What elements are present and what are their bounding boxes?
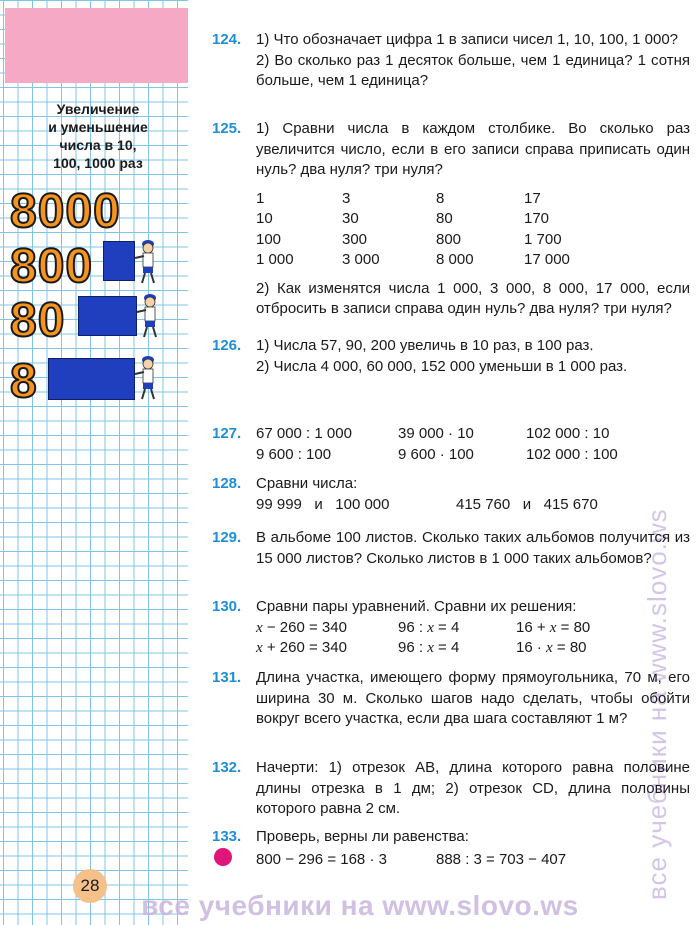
exercise-text: Сравни числа: [256,475,358,492]
table-cell: 3 [342,189,351,207]
number-80: 80 [10,294,66,347]
exercise-126 [212,336,690,377]
exercise-number: 125. [212,120,242,137]
exercise-124 [212,30,690,92]
page-number: 28 [73,869,107,903]
expression: 102 000 : 10 [526,425,610,442]
equality: 800 − 296 = 168 · 3 [256,850,387,868]
boy-pushing-icon [136,292,162,338]
expression: 9 600 · 100 [398,445,474,463]
number-8: 8 [10,355,38,408]
equality-list [256,850,690,871]
table-cell: 8 000 [436,251,474,268]
exercise-text: Сравни пары уравнений. Сравни их решения: [256,598,577,615]
table-cell: 170 [524,210,550,227]
table-cell: 80 [436,210,453,227]
compare-pair: 99 999 и 100 000 [256,495,390,513]
table-cell: 1 [256,189,265,207]
exercise-text: Проверь, верны ли равенства: [256,828,469,845]
exercise-number: 131. [212,669,242,686]
exercise-number: 132. [212,759,242,776]
exercise-text: 2) Числа 4 000, 60 000, 152 000 уменьши в 1 000 раз. [256,357,628,375]
equation: 16 · x = 80 [516,639,587,656]
bottom-watermark: все учебники на www.slovo.ws [141,890,579,921]
exercise-text: Длина участка, имеющего форму прямоугольника, 70 м, его ширина 30 м. Сколько шагов надо сделать, чтобы обойти вокруг всего участка, если два шага составляют 1 м? [256,669,690,727]
equation: 96 : x = 4 [398,618,460,636]
exercise-text: 2) Как изменятся числа 1 000, 3 000, 8 000, 17 000, если отбросить в записи справа один нуль? два нуля? три нуля? [256,279,690,317]
exercise-number: 124. [212,31,242,48]
exercise-127 [212,424,690,465]
exercise-number: 127. [212,425,242,442]
equation: x + 260 = 340 [256,639,347,656]
expression: 39 000 · 10 [398,425,474,442]
equation-grid [256,618,690,659]
table-cell: 100 [256,230,282,248]
exercise-number: 133. [212,828,242,845]
blue-box-8 [48,358,135,400]
side-watermark: все учебники на www.slovo.ws [642,508,672,900]
exercise-number: 128. [212,475,242,492]
number-table [256,189,690,271]
exercise-number: 126. [212,337,242,354]
equation: 96 : x = 4 [398,639,460,656]
table-cell: 300 [342,230,368,248]
expression: 9 600 : 100 [256,445,332,463]
exercise-text: 1) Числа 57, 90, 200 увеличь в 10 раз, в 100 раз. [256,337,594,354]
blue-box-800 [103,241,135,281]
pink-bullet-marker [214,848,232,866]
blue-box-80 [78,296,137,336]
exercise-number: 130. [212,598,242,615]
table-cell: 17 000 [524,251,570,268]
table-cell: 3 000 [342,251,380,268]
number-8000: 8000 [10,185,121,238]
expression: 67 000 : 1 000 [256,425,352,442]
exercise-130 [212,597,690,659]
exercise-128 [212,474,690,515]
equality: 888 : 3 = 703 − 407 [436,850,567,868]
table-cell: 17 [524,189,541,207]
table-cell: 10 [256,210,273,227]
equation: x − 260 = 340 [256,618,347,636]
expression: 102 000 : 100 [526,445,618,463]
compare-pair: 415 760 и 415 670 [456,495,598,513]
number-800: 800 [10,240,94,293]
boy-pushing-icon [134,238,160,284]
exercise-125 [212,119,690,320]
boy-pushing-icon [134,354,160,400]
exercise-text: 1) Что обозначает цифра 1 в записи чисел 1, 10, 100, 1 000? [256,31,679,48]
expression-grid [256,424,690,465]
exercise-129 [212,528,690,569]
table-cell: 30 [342,210,359,227]
exercise-text: 2) Во сколько раз 1 десяток больше, чем 1 единица? 1 сотня больше, чем 1 единица? [256,51,690,89]
exercise-number: 129. [212,529,242,546]
equation: 16 + x = 80 [516,618,591,636]
exercise-131 [212,668,690,730]
compare-pairs [256,495,690,516]
table-cell: 8 [436,189,445,207]
exercise-text: В альбоме 100 листов. Сколько таких альбомов получится из 15 000 листов? Сколько листов в 1 000 таких альбомов? [256,529,690,567]
table-cell: 1 000 [256,251,294,268]
table-cell: 800 [436,230,462,248]
sidebar-title: Увеличение и уменьшение числа в 10, 100, 1000 раз [48,101,148,171]
exercise-text: 1) Сравни числа в каждом столбике. Во сколько раз увеличится число, если в его записи справа приписать один нуль? два нуля? три нуля? [256,120,690,178]
exercise-text: Начерти: 1) отрезок AB, длина которого равна половине длины отрезка в 1 дм; 2) отрезок CD, длина половины которого равна 2 см. [256,759,690,817]
pink-header-block [5,8,188,83]
table-cell: 1 700 [524,230,562,248]
exercise-133 [212,827,690,870]
exercise-132 [212,758,690,820]
